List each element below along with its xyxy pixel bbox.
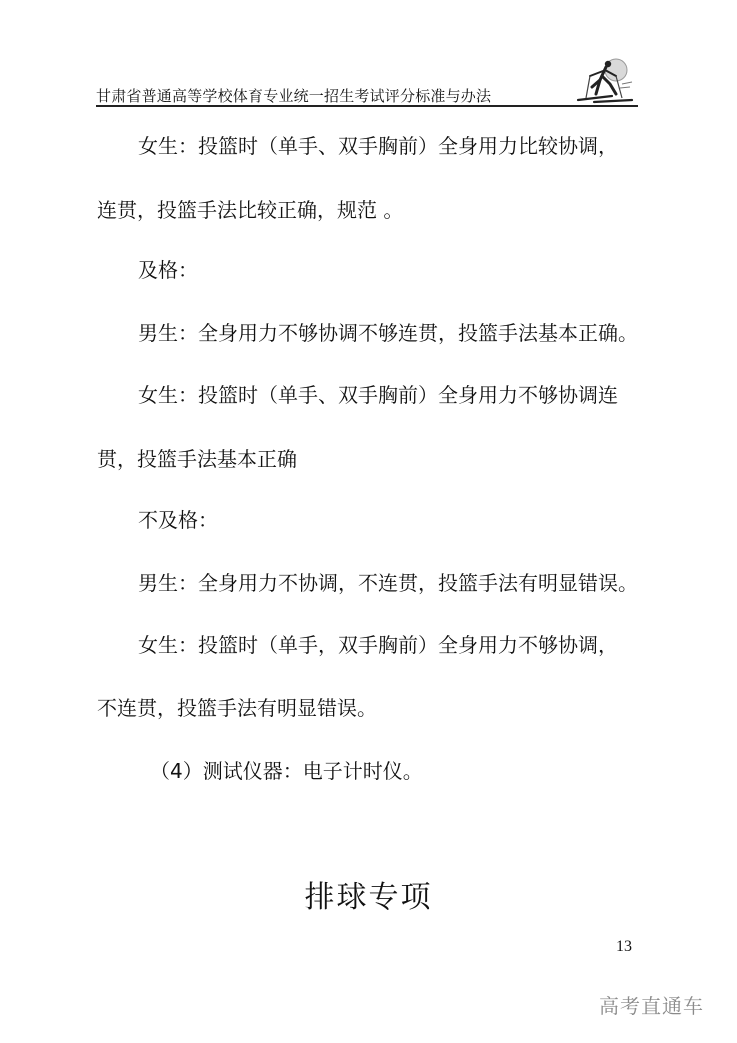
paragraph-line: 男生：全身用力不协调，不连贯，投篮手法有明显错误。 (138, 571, 638, 595)
paragraph-line: 女生：投篮时（单手，双手胸前）全身用力不够协调， (138, 633, 618, 657)
grade-heading-pass: 及格： (138, 258, 198, 282)
page-number: 13 (616, 938, 632, 955)
header-title: 甘肃省普通高等学校体育专业统一招生考试评分标准与办法 (96, 87, 492, 105)
paragraph-line: 不连贯，投篮手法有明显错误。 (97, 696, 377, 720)
paragraph-line: 贯，投篮手法基本正确 (97, 447, 297, 471)
section-title: 排球专项 (304, 880, 433, 915)
paragraph-line: 女生：投篮时（单手、双手胸前）全身用力比较协调， (138, 134, 618, 158)
instrument-line: （4）测试仪器：电子计时仪。 (150, 759, 423, 783)
paragraph-line: 连贯，投篮手法比较正确，规范 。 (97, 198, 404, 222)
paragraph-line: 男生：全身用力不够协调不够连贯，投篮手法基本正确。 (138, 321, 638, 345)
grade-heading-fail: 不及格： (138, 508, 218, 532)
watermark-text: 高考直通车 (599, 994, 704, 1018)
header-divider (96, 105, 638, 107)
paragraph-line: 女生：投篮时（单手、双手胸前）全身用力不够协调连 (138, 383, 618, 407)
skier-icon (572, 54, 636, 106)
